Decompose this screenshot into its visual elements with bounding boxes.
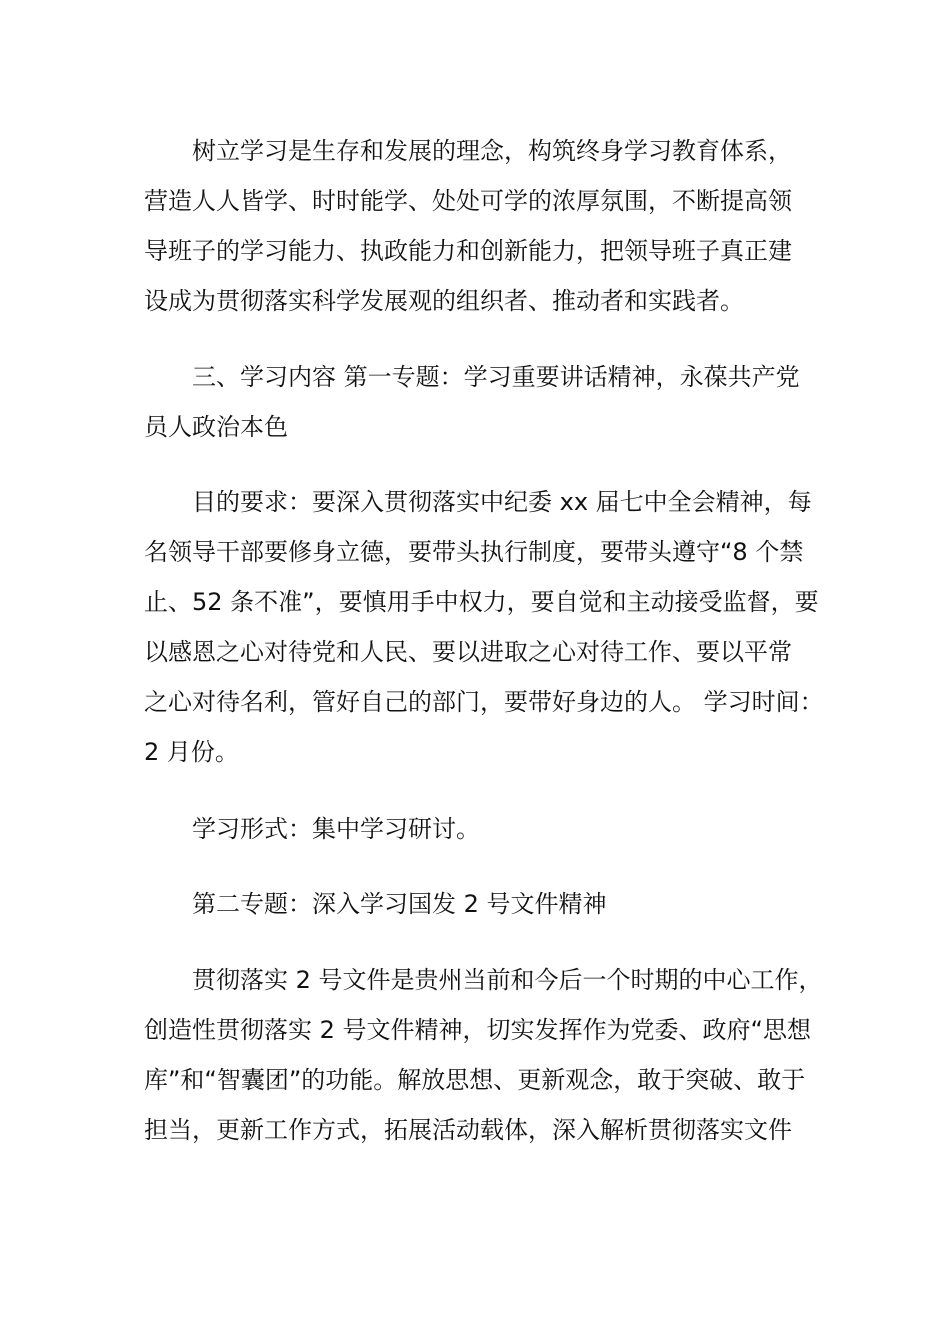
text-line: 创造性贯彻落实 2 号文件精神，切实发挥作为党委、政府“思想 (144, 1016, 811, 1044)
paragraph-learning-philosophy (144, 126, 808, 326)
text-line: 贯彻落实 2 号文件是贵州当前和今后一个时期的中心工作， (192, 966, 823, 994)
text-line: 之心对待名利，管好自己的部门，要带好身边的人。 学习时间： (144, 688, 824, 716)
paragraph-objectives (144, 477, 824, 777)
text-line: 树立学习是生存和发展的理念，构筑终身学习教育体系， (192, 137, 792, 165)
text-line: 担当，更新工作方式，拓展活动载体，深入解析贯彻落实文件 (144, 1116, 792, 1144)
text-line: 2 月份。 (144, 738, 239, 766)
text-line: 三、学习内容 第一专题：学习重要讲话精神，永葆共产党 (192, 363, 800, 391)
text-line: 以感恩之心对待党和人民、要以进取之心对待工作、要以平常 (144, 638, 792, 666)
text-line: 员人政治本色 (144, 413, 288, 441)
text-line: 止、52 条不准”，要慎用手中权力，要自觉和主动接受监督，要 (144, 588, 819, 616)
text-line: 第二专题：深入学习国发 2 号文件精神 (192, 890, 607, 918)
paragraph-section-three-heading (144, 352, 808, 452)
paragraph-topic-two-heading (144, 879, 808, 929)
text-line: 库”和“智囊团”的功能。解放思想、更新观念，敢于突破、敢于 (144, 1066, 806, 1094)
text-line: 学习形式：集中学习研讨。 (192, 815, 480, 843)
text-line: 目的要求：要深入贯彻落实中纪委 xx 届七中全会精神，每 (192, 488, 812, 516)
text-line: 导班子的学习能力、执政能力和创新能力，把领导班子真正建 (144, 237, 792, 265)
paragraph-learning-form (144, 804, 808, 854)
text-line: 营造人人皆学、时时能学、处处可学的浓厚氛围，不断提高领 (144, 187, 792, 215)
text-line: 设成为贯彻落实科学发展观的组织者、推动者和实践者。 (144, 287, 744, 315)
paragraph-document-two (144, 955, 823, 1155)
text-line: 名领导干部要修身立德，要带头执行制度，要带头遵守“8 个禁 (144, 538, 804, 566)
